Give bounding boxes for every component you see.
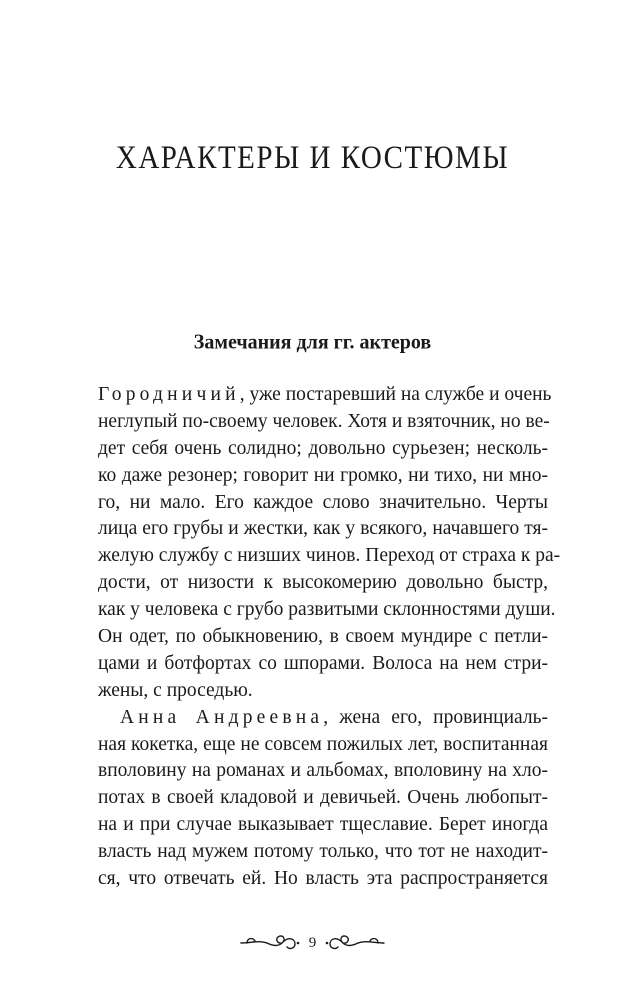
text-line: Он одет, по обыкновению, в своем мундире с петли- [98, 626, 548, 648]
text-line: жены, с проседью. [98, 679, 253, 701]
text-line: Городничий, уже постаревший на службе и очень [98, 384, 552, 405]
text-line: потах в своей кладовой и девичьей. Очень любопыт- [98, 787, 548, 809]
page-footer [0, 928, 625, 958]
text-line: как у человека с грубо развитыми склонностями души. [98, 599, 556, 621]
text-line: дет себя очень солидно; довольно сурьезен; несколь- [98, 437, 548, 459]
text-line: власть над мужем потому только, что тот не находит- [98, 841, 548, 863]
section-subtitle: Замечания для гг. актеров [193, 330, 432, 354]
text-line: ная кокетка, еще не совсем пожилых лет, воспитанная [98, 733, 548, 755]
character-name: Городничий [98, 384, 240, 405]
text-line: вполовину на романах и альбомах, вполовину на хло- [98, 760, 548, 782]
text-line: цами и ботфортах со шпорами. Волоса на нем стри- [98, 652, 548, 674]
text-line: го, ни мало. Его каждое слово значительно. Черты [98, 491, 548, 513]
flourish-left-icon [239, 932, 301, 954]
text-line: на и при случае выказывает тщеславие. Берет иногда [98, 814, 548, 836]
text-line: Анна Андреевна, жена его, провинциаль- [120, 706, 548, 728]
text-line: ся, что отвечать ей. Но власть эта распространяется [98, 868, 548, 890]
text-line: дости, от низости к высокомерию довольно быстр, [98, 572, 548, 594]
body-text [98, 382, 561, 893]
text-line: ко даже резонер; говорит ни громко, ни тихо, ни мно- [98, 464, 548, 486]
flourish-right-icon [324, 932, 386, 954]
text-line: неглупый по-своему человек. Хотя и взяточник, но ве- [98, 410, 550, 432]
character-name: Анна Андреевна [120, 706, 324, 728]
text-line: желую службу с низших чинов. Переход от страха к ра- [98, 545, 561, 567]
text-line: лица его грубы и жестки, как у всякого, начавшего тя- [98, 518, 548, 540]
page-number: 9 [308, 934, 317, 951]
chapter-title: ХАРАКТЕРЫ И КОСТЮМЫ [115, 140, 510, 176]
